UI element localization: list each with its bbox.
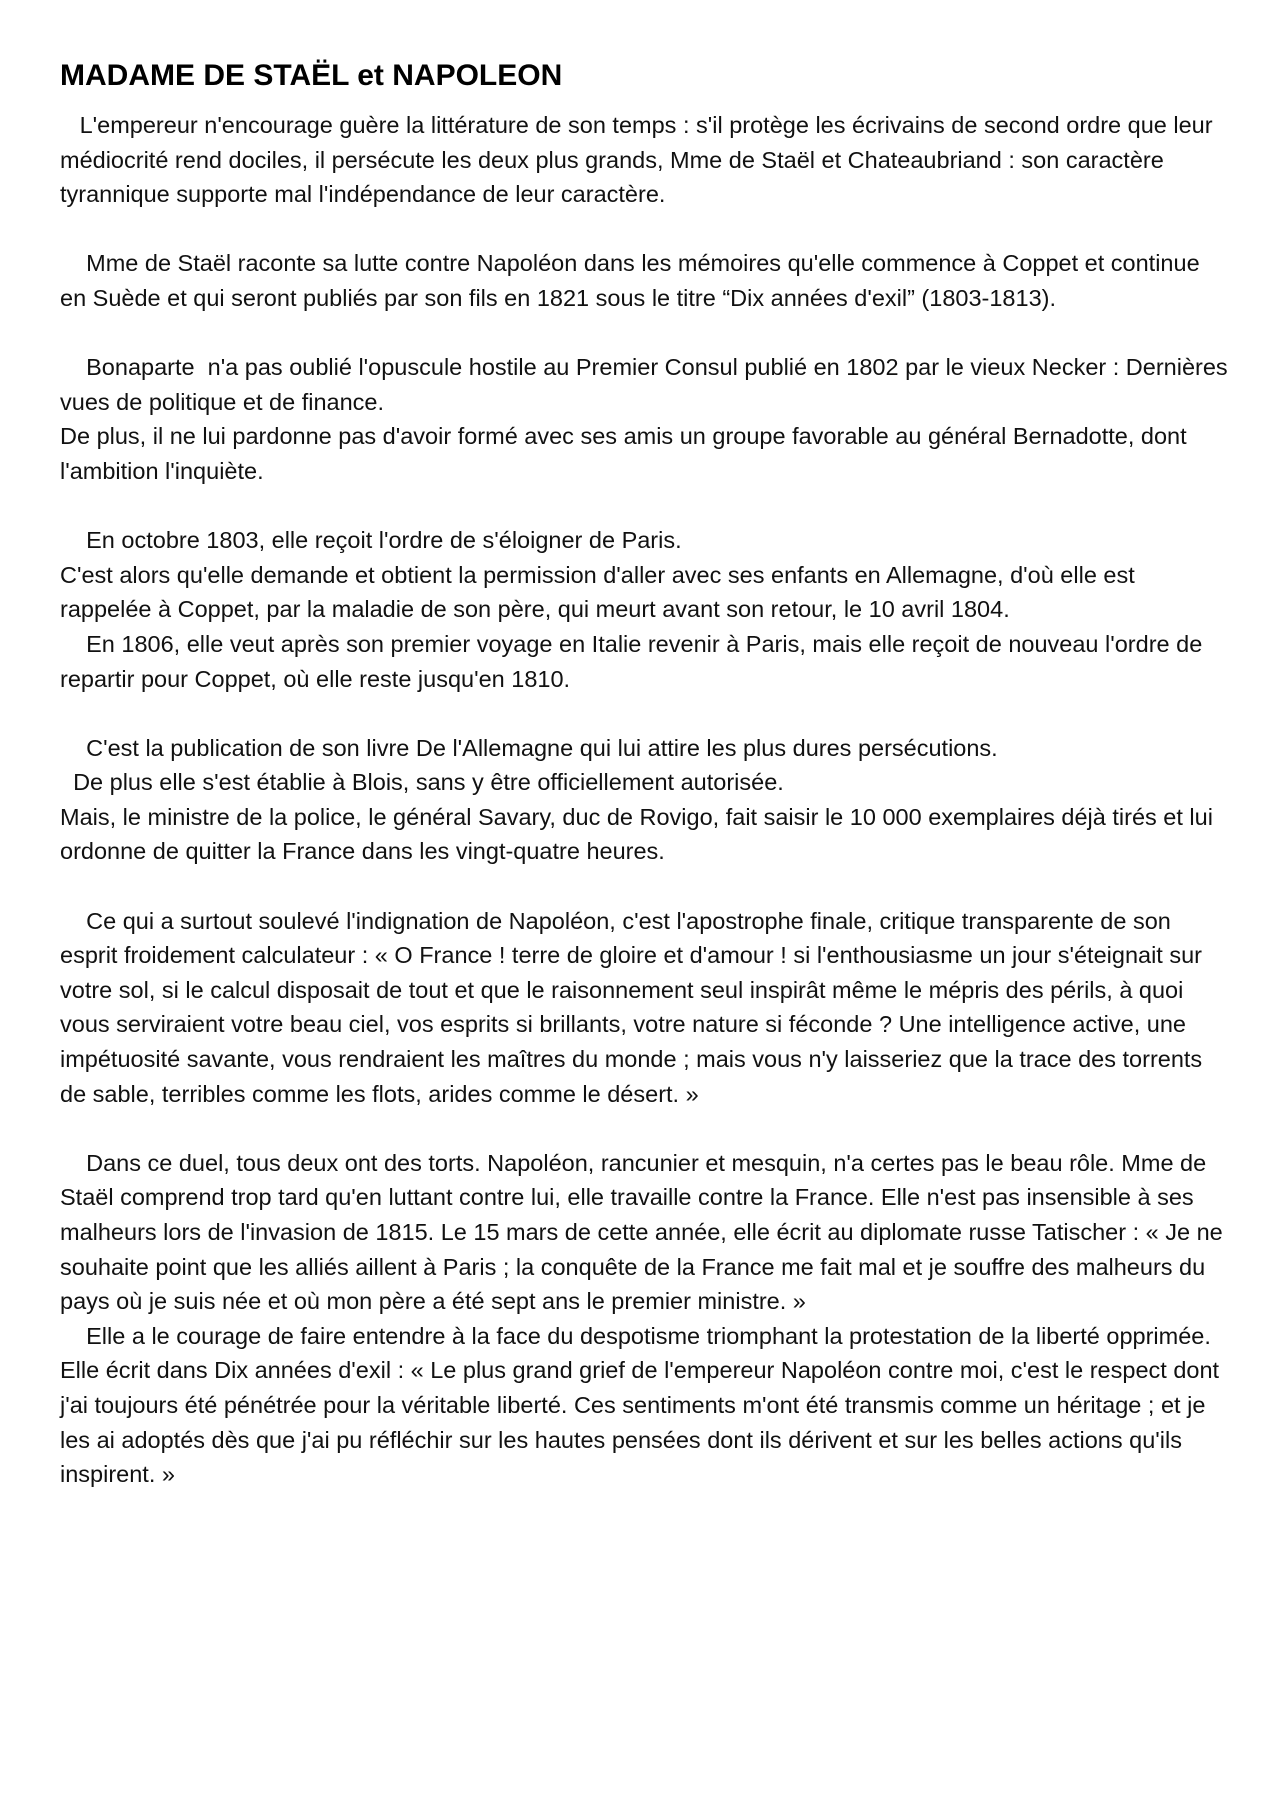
paragraph-line: En 1806, elle veut après son premier voyage en Italie revenir à Paris, mais elle reçoit de nouveau l'ordre de repartir pour Coppet, où elle reste jusqu'en 1810. xyxy=(60,630,1209,692)
paragraph-line: L'empereur n'encourage guère la littérature de son temps : s'il protège les écrivains de second ordre que leur médiocrité rend dociles, il persécute les deux plus grands, Mme de Staël et Chateaubriand : son caractère tyrannique supporte mal l'indépendance de leur caractère. xyxy=(60,112,1220,208)
paragraph-block xyxy=(60,904,1230,1112)
paragraph-block xyxy=(60,523,1230,696)
paragraph-line: Mais, le ministre de la police, le général Savary, duc de Rovigo, fait saisir le 10 000 exemplaires déjà tirés et lui ordonne de quitter la France dans les vingt-quatre heures. xyxy=(60,803,1220,865)
paragraph-block xyxy=(60,1146,1230,1492)
document-page xyxy=(60,58,1235,1526)
paragraph-line: Dans ce duel, tous deux ont des torts. Napoléon, rancunier et mesquin, n'a certes pas le beau rôle. Mme de Staël comprend trop tard qu'en luttant contre lui, elle travaille contre la France. Elle n'est pas insensible à ses malheurs lors de l'invasion de 1815. Le 15 mars de cette année, elle écrit au diplomate russe Tatischer : « Je ne souhaite point que les alliés aillent à Paris ; la conquête de la France me fait mal et je souffre des malheurs du pays où je suis née et où mon père a été sept ans le premier ministre. » xyxy=(60,1149,1230,1315)
paragraph-line: Ce qui a surtout soulevé l'indignation de Napoléon, c'est l'apostrophe finale, critique transparente de son esprit froidement calculateur : « O France ! terre de gloire et d'amour ! si l'enthousiasme un jour s'éteignait sur votre sol, si le calcul disposait de tout et que le raisonnement seul inspirât même le mépris des périls, à quoi vous serviraient votre beau ciel, vos esprits si brillants, votre nature si féconde ? Une intelligence active, une impétuosité savante, vous rendraient les maîtres du monde ; mais vous n'y laisseriez que la trace des torrents de sable, terribles comme les flots, arides comme le désert. » xyxy=(60,907,1209,1107)
paragraph-block xyxy=(60,731,1230,869)
paragraph-block xyxy=(60,246,1230,315)
paragraph-line: Bonaparte n'a pas oublié l'opuscule hostile au Premier Consul publié en 1802 par le vieux Necker : Dernières vues de politique et de finance. xyxy=(60,354,1235,415)
paragraph-line: Elle a le courage de faire entendre à la face du despotisme triomphant la protestation de la liberté opprimée. Elle écrit dans Dix années d'exil : « Le plus grand grief de l'empereur Napoléon contre moi, c'est le respect dont j'ai toujours été pénétrée pour la véritable liberté. Ces sentiments m'ont été transmis comme un héritage ; et je les ai adoptés dès que j'ai pu réfléchir sur les hautes pensées dont ils dérivent et sur les belles actions qu'ils inspirent. » xyxy=(60,1322,1226,1488)
paragraph-line: En octobre 1803, elle reçoit l'ordre de s'éloigner de Paris. xyxy=(60,527,682,554)
paragraph-line: C'est la publication de son livre De l'Allemagne qui lui attire les plus dures persécutions. xyxy=(60,734,998,761)
document-title: MADAME DE STAËL et NAPOLEON xyxy=(60,59,563,92)
paragraph-block xyxy=(60,108,1230,212)
paragraph-line: C'est alors qu'elle demande et obtient la permission d'aller avec ses enfants en Allemagne, d'où elle est rappelée à Coppet, par la maladie de son père, qui meurt avant son retour, le 10 avril 1804. xyxy=(60,561,1142,623)
paragraph-line: De plus elle s'est établie à Blois, sans y être officiellement autorisée. xyxy=(60,769,784,796)
paragraph-line: De plus, il ne lui pardonne pas d'avoir formé avec ses amis un groupe favorable au général Bernadotte, dont l'ambition l'inquiète. xyxy=(60,423,1194,484)
paragraph-line: Mme de Staël raconte sa lutte contre Napoléon dans les mémoires qu'elle commence à Coppet et continue en Suède et qui seront publiés par son fils en 1821 sous le titre “Dix années d'exil” (1803-1813). xyxy=(60,250,1207,311)
paragraph-block xyxy=(60,350,1235,488)
